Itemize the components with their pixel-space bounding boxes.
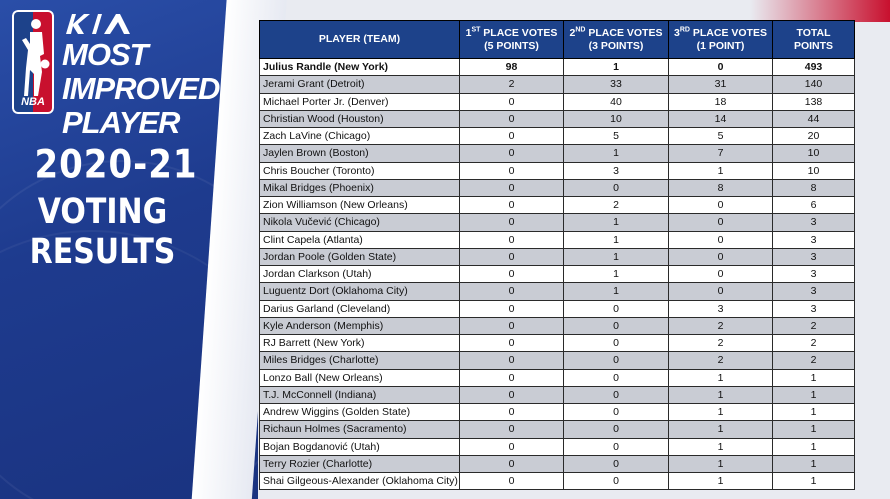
first-place-votes-cell: 0 bbox=[460, 438, 564, 455]
table-row bbox=[260, 455, 855, 472]
table-row bbox=[260, 438, 855, 455]
table-header-row bbox=[260, 21, 855, 59]
third-place-votes-cell: 0 bbox=[669, 283, 773, 300]
total-points-cell: 1 bbox=[773, 421, 855, 438]
table-row bbox=[260, 76, 855, 93]
first-place-votes-cell: 0 bbox=[460, 179, 564, 196]
player-cell: Christian Wood (Houston) bbox=[260, 110, 460, 127]
second-place-votes-cell: 0 bbox=[564, 455, 669, 472]
table-row bbox=[260, 93, 855, 110]
total-points-cell: 2 bbox=[773, 335, 855, 352]
total-points-cell: 1 bbox=[773, 404, 855, 421]
second-place-votes-cell: 0 bbox=[564, 404, 669, 421]
total-points-cell: 3 bbox=[773, 214, 855, 231]
voting-results-text: VOTING RESULTS bbox=[29, 191, 176, 273]
table-row bbox=[260, 248, 855, 265]
header-total-points: TOTAL POINTS bbox=[773, 21, 855, 59]
first-place-votes-cell: 0 bbox=[460, 93, 564, 110]
first-place-votes-cell: 0 bbox=[460, 162, 564, 179]
third-place-votes-cell: 0 bbox=[669, 231, 773, 248]
second-place-votes-cell: 1 bbox=[564, 283, 669, 300]
total-points-cell: 138 bbox=[773, 93, 855, 110]
first-place-votes-cell: 0 bbox=[460, 266, 564, 283]
table-row bbox=[260, 162, 855, 179]
second-place-votes-cell: 1 bbox=[564, 266, 669, 283]
second-place-votes-cell: 0 bbox=[564, 438, 669, 455]
header-first-place-votes: 1ST PLACE VOTES (5 POINTS) bbox=[460, 21, 564, 59]
table-row bbox=[260, 231, 855, 248]
total-points-cell: 1 bbox=[773, 386, 855, 403]
table-row bbox=[260, 110, 855, 127]
first-place-votes-cell: 98 bbox=[460, 59, 564, 76]
player-cell: Michael Porter Jr. (Denver) bbox=[260, 93, 460, 110]
first-place-votes-cell: 0 bbox=[460, 110, 564, 127]
second-place-votes-cell: 0 bbox=[564, 179, 669, 196]
second-place-votes-cell: 33 bbox=[564, 76, 669, 93]
total-points-cell: 1 bbox=[773, 369, 855, 386]
third-place-votes-cell: 0 bbox=[669, 214, 773, 231]
table-row bbox=[260, 317, 855, 334]
third-place-votes-cell: 2 bbox=[669, 352, 773, 369]
second-place-votes-cell: 5 bbox=[564, 128, 669, 145]
second-place-votes-cell: 1 bbox=[564, 231, 669, 248]
total-points-cell: 3 bbox=[773, 300, 855, 317]
player-cell: Zion Williamson (New Orleans) bbox=[260, 197, 460, 214]
third-place-votes-cell: 0 bbox=[669, 59, 773, 76]
second-place-votes-cell: 0 bbox=[564, 386, 669, 403]
total-points-cell: 44 bbox=[773, 110, 855, 127]
table-row bbox=[260, 473, 855, 490]
third-place-votes-cell: 1 bbox=[669, 421, 773, 438]
total-points-cell: 20 bbox=[773, 128, 855, 145]
player-cell: Chris Boucher (Toronto) bbox=[260, 162, 460, 179]
header-second-place-votes: 2ND PLACE VOTES (3 POINTS) bbox=[564, 21, 669, 59]
table-row bbox=[260, 369, 855, 386]
first-place-votes-cell: 0 bbox=[460, 283, 564, 300]
second-place-votes-cell: 1 bbox=[564, 145, 669, 162]
first-place-votes-cell: 2 bbox=[460, 76, 564, 93]
player-cell: Jaylen Brown (Boston) bbox=[260, 145, 460, 162]
first-place-votes-cell: 0 bbox=[460, 473, 564, 490]
player-cell: RJ Barrett (New York) bbox=[260, 335, 460, 352]
second-place-votes-cell: 0 bbox=[564, 300, 669, 317]
second-place-votes-cell: 1 bbox=[564, 59, 669, 76]
third-place-votes-cell: 2 bbox=[669, 317, 773, 334]
second-place-votes-cell: 0 bbox=[564, 421, 669, 438]
third-place-votes-cell: 5 bbox=[669, 128, 773, 145]
table-body bbox=[260, 59, 855, 490]
player-cell: Jerami Grant (Detroit) bbox=[260, 76, 460, 93]
second-place-votes-cell: 0 bbox=[564, 473, 669, 490]
nba-wordmark: NBA bbox=[21, 96, 45, 108]
voting-results-table bbox=[259, 20, 854, 490]
third-place-votes-cell: 7 bbox=[669, 145, 773, 162]
player-cell: Kyle Anderson (Memphis) bbox=[260, 317, 460, 334]
player-cell: Miles Bridges (Charlotte) bbox=[260, 352, 460, 369]
table-row bbox=[260, 266, 855, 283]
header-third-place-votes: 3RD PLACE VOTES (1 POINT) bbox=[669, 21, 773, 59]
player-cell: Jordan Poole (Golden State) bbox=[260, 248, 460, 265]
second-place-votes-cell: 1 bbox=[564, 248, 669, 265]
player-cell: Richaun Holmes (Sacramento) bbox=[260, 421, 460, 438]
first-place-votes-cell: 0 bbox=[460, 421, 564, 438]
player-cell: T.J. McConnell (Indiana) bbox=[260, 386, 460, 403]
first-place-votes-cell: 0 bbox=[460, 335, 564, 352]
table-row bbox=[260, 179, 855, 196]
player-cell: Darius Garland (Cleveland) bbox=[260, 300, 460, 317]
third-place-votes-cell: 0 bbox=[669, 248, 773, 265]
first-place-votes-cell: 0 bbox=[460, 214, 564, 231]
results-table bbox=[259, 20, 855, 490]
kia-logo bbox=[64, 12, 134, 36]
total-points-cell: 3 bbox=[773, 283, 855, 300]
third-place-votes-cell: 1 bbox=[669, 162, 773, 179]
table-row bbox=[260, 59, 855, 76]
table-row bbox=[260, 283, 855, 300]
player-cell: Jordan Clarkson (Utah) bbox=[260, 266, 460, 283]
table-row bbox=[260, 352, 855, 369]
table-row bbox=[260, 421, 855, 438]
player-cell: Lonzo Ball (New Orleans) bbox=[260, 369, 460, 386]
total-points-cell: 10 bbox=[773, 162, 855, 179]
first-place-votes-cell: 0 bbox=[460, 300, 564, 317]
second-place-votes-cell: 10 bbox=[564, 110, 669, 127]
total-points-cell: 140 bbox=[773, 76, 855, 93]
player-cell: Mikal Bridges (Phoenix) bbox=[260, 179, 460, 196]
third-place-votes-cell: 1 bbox=[669, 369, 773, 386]
second-place-votes-cell: 40 bbox=[564, 93, 669, 110]
table-row bbox=[260, 214, 855, 231]
player-cell: Terry Rozier (Charlotte) bbox=[260, 455, 460, 472]
player-cell: Zach LaVine (Chicago) bbox=[260, 128, 460, 145]
second-place-votes-cell: 2 bbox=[564, 197, 669, 214]
second-place-votes-cell: 0 bbox=[564, 369, 669, 386]
first-place-votes-cell: 0 bbox=[460, 248, 564, 265]
third-place-votes-cell: 8 bbox=[669, 179, 773, 196]
table-row bbox=[260, 300, 855, 317]
first-place-votes-cell: 0 bbox=[460, 145, 564, 162]
table-row bbox=[260, 386, 855, 403]
total-points-cell: 2 bbox=[773, 317, 855, 334]
third-place-votes-cell: 2 bbox=[669, 335, 773, 352]
total-points-cell: 8 bbox=[773, 179, 855, 196]
player-cell: Clint Capela (Atlanta) bbox=[260, 231, 460, 248]
total-points-cell: 3 bbox=[773, 266, 855, 283]
first-place-votes-cell: 0 bbox=[460, 386, 564, 403]
voting-results-heading bbox=[0, 192, 205, 273]
third-place-votes-cell: 0 bbox=[669, 197, 773, 214]
first-place-votes-cell: 0 bbox=[460, 128, 564, 145]
award-title: MOST IMPROVED PLAYER bbox=[62, 37, 220, 140]
player-cell: Julius Randle (New York) bbox=[260, 59, 460, 76]
first-place-votes-cell: 0 bbox=[460, 369, 564, 386]
total-points-cell: 1 bbox=[773, 438, 855, 455]
player-cell: Bojan Bogdanović (Utah) bbox=[260, 438, 460, 455]
third-place-votes-cell: 1 bbox=[669, 386, 773, 403]
second-place-votes-cell: 3 bbox=[564, 162, 669, 179]
first-place-votes-cell: 0 bbox=[460, 317, 564, 334]
third-place-votes-cell: 0 bbox=[669, 266, 773, 283]
first-place-votes-cell: 0 bbox=[460, 404, 564, 421]
player-cell: Andrew Wiggins (Golden State) bbox=[260, 404, 460, 421]
player-cell: Luguentz Dort (Oklahoma City) bbox=[260, 283, 460, 300]
total-points-cell: 2 bbox=[773, 352, 855, 369]
third-place-votes-cell: 31 bbox=[669, 76, 773, 93]
third-place-votes-cell: 18 bbox=[669, 93, 773, 110]
first-place-votes-cell: 0 bbox=[460, 455, 564, 472]
table-row bbox=[260, 197, 855, 214]
table-row bbox=[260, 128, 855, 145]
first-place-votes-cell: 0 bbox=[460, 352, 564, 369]
total-points-cell: 493 bbox=[773, 59, 855, 76]
third-place-votes-cell: 14 bbox=[669, 110, 773, 127]
total-points-cell: 6 bbox=[773, 197, 855, 214]
total-points-cell: 1 bbox=[773, 455, 855, 472]
nba-logo bbox=[12, 10, 54, 114]
first-place-votes-cell: 0 bbox=[460, 197, 564, 214]
third-place-votes-cell: 3 bbox=[669, 300, 773, 317]
total-points-cell: 10 bbox=[773, 145, 855, 162]
total-points-cell: 1 bbox=[773, 473, 855, 490]
table-row bbox=[260, 404, 855, 421]
season-label: 2020-21 bbox=[34, 142, 198, 188]
total-points-cell: 3 bbox=[773, 231, 855, 248]
second-place-votes-cell: 0 bbox=[564, 335, 669, 352]
third-place-votes-cell: 1 bbox=[669, 438, 773, 455]
first-place-votes-cell: 0 bbox=[460, 231, 564, 248]
total-points-cell: 3 bbox=[773, 248, 855, 265]
third-place-votes-cell: 1 bbox=[669, 473, 773, 490]
player-cell: Nikola Vučević (Chicago) bbox=[260, 214, 460, 231]
table-row bbox=[260, 145, 855, 162]
third-place-votes-cell: 1 bbox=[669, 455, 773, 472]
player-cell: Shai Gilgeous-Alexander (Oklahoma City) bbox=[260, 473, 460, 490]
table-row bbox=[260, 335, 855, 352]
second-place-votes-cell: 0 bbox=[564, 352, 669, 369]
second-place-votes-cell: 0 bbox=[564, 317, 669, 334]
red-accent-corner bbox=[750, 0, 890, 22]
header-player-team: PLAYER (TEAM) bbox=[260, 21, 460, 59]
third-place-votes-cell: 1 bbox=[669, 404, 773, 421]
second-place-votes-cell: 1 bbox=[564, 214, 669, 231]
